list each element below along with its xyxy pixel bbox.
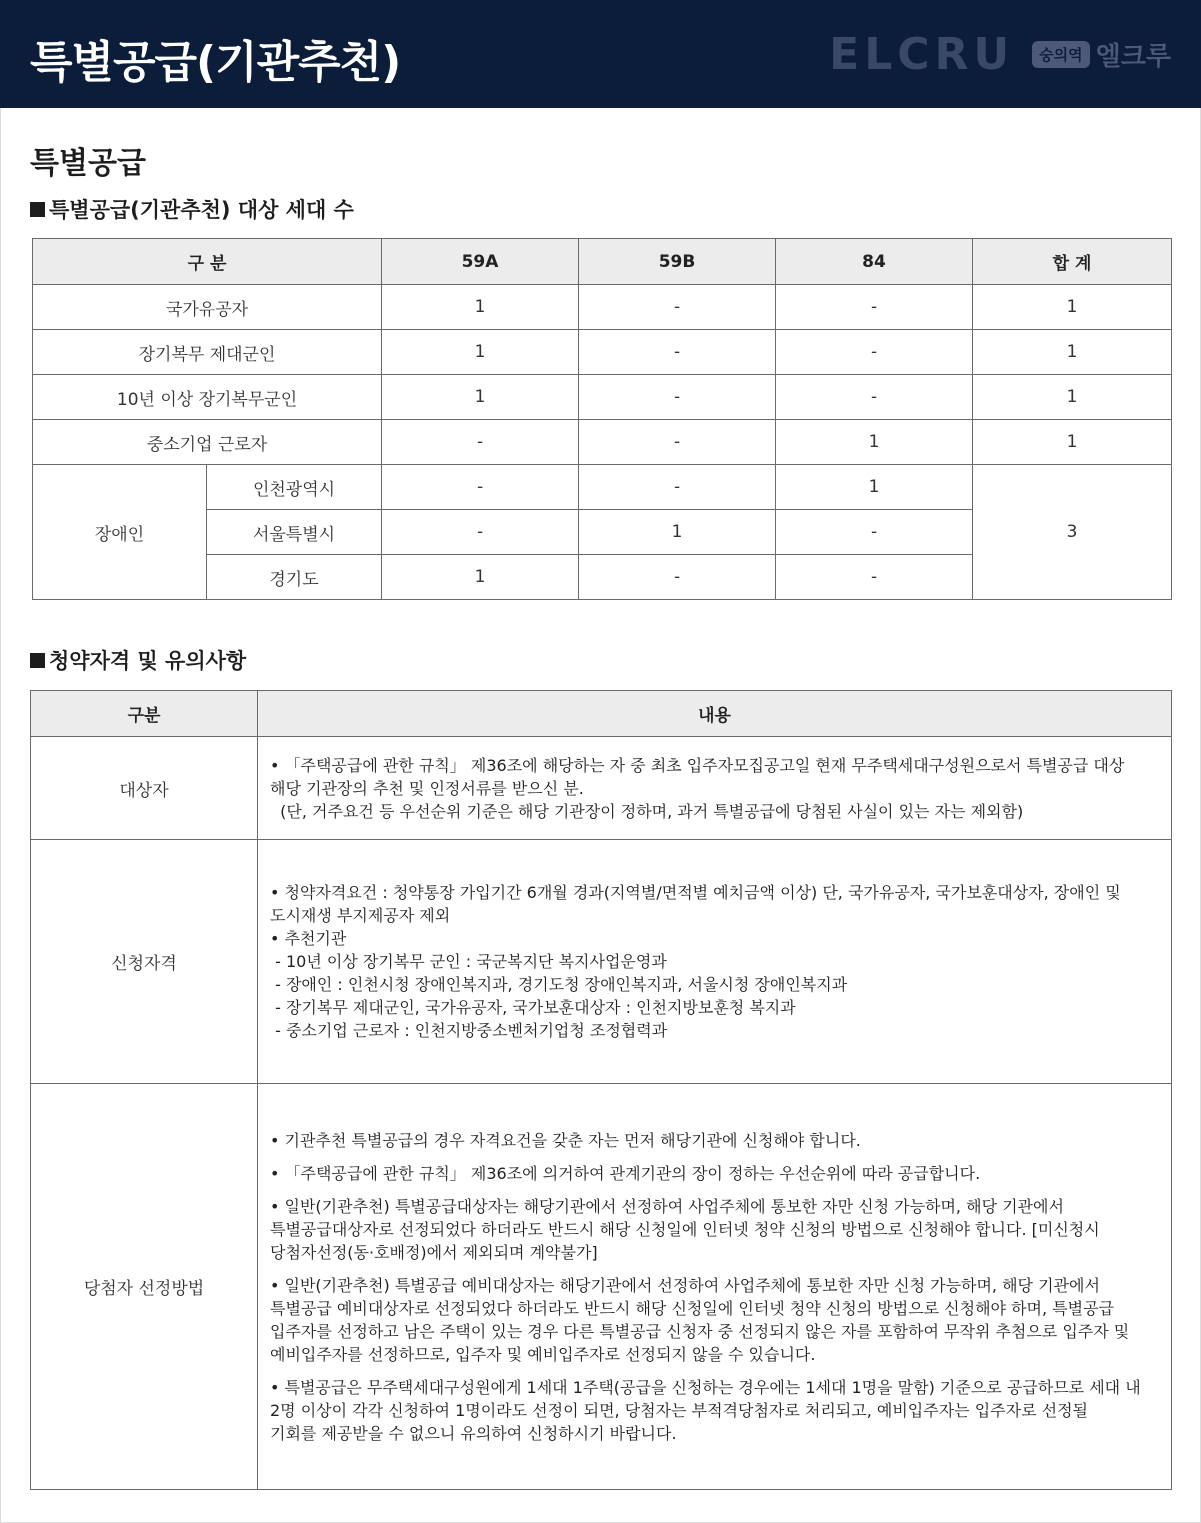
row-category: 신청자격 [31, 840, 258, 1084]
cell-59b: - [579, 375, 776, 420]
cell-59b: - [579, 330, 776, 375]
cell-84: - [776, 555, 973, 600]
table-row [33, 375, 1172, 420]
qualification-heading [30, 645, 246, 675]
table-row [31, 1084, 1172, 1490]
content-line: • 추천기관 [270, 929, 347, 948]
qualification-table [30, 690, 1172, 1490]
cell-59a: - [382, 510, 579, 555]
cell-59b: - [579, 465, 776, 510]
cell-total: 1 [973, 420, 1172, 465]
header-59b: 59B [579, 239, 776, 285]
cell-84: - [776, 330, 973, 375]
brand-badge: 숭의역 [1032, 41, 1089, 68]
qualification-heading-text: 청약자격 및 유의사항 [49, 649, 247, 673]
cell-59b: - [579, 555, 776, 600]
content-line: (단, 거주요건 등 우선순위 기준은 해당 기관장이 정하며, 과거 특별공급에 당첨된 사실이 있는 자는 제외함) [270, 801, 1024, 821]
header-content: 내용 [258, 691, 1172, 737]
row-content [258, 1084, 1172, 1490]
square-bullet-icon [30, 202, 45, 217]
cell-59b: 1 [579, 510, 776, 555]
brand-logo-group [829, 30, 1171, 78]
cell-84: - [776, 510, 973, 555]
table-row [33, 285, 1172, 330]
content-paragraph: • 기관추천 특별공급의 경우 자격요건을 갖춘 자는 먼저 해당기관에 신청해야 합니다. [270, 1130, 861, 1150]
households-heading-text: 특별공급(기관추천) 대상 세대 수 [49, 198, 354, 222]
content-line: - 10년 이상 장기복무 군인 : 국군복지단 복지사업운영과 [270, 952, 667, 971]
cell-84: - [776, 375, 973, 420]
row-content [258, 840, 1172, 1084]
content-paragraph: • 일반(기관추천) 특별공급 예비대상자는 해당기관에서 선정하여 사업주체에 통보한 자만 신청 가능하며, 해당 기관에서 특별공급 예비대상자로 선정되었다 하더라도 반드시 해당 신청일에 인터넷 청약 신청의 방법으로 신청해야 하며, 특별공급 입주자를 선정하고 남은 주택이 있는 경우 다른 특별공급 신청자 중 선정되지 않은 자를 포함하여 무작위 추첨으로 입주자 및 예비입주자를 선정하므로, 입주자 및 예비입주자로 선정되지 않을 수 있습니다. [270, 1275, 1130, 1364]
content-line: • 청약자격요건 : 청약통장 가입기간 6개월 경과(지역별/면적별 예치금액 이상) 단, 국가유공자, 국가보훈대상자, 장애인 및 [270, 883, 1121, 902]
row-label: 장기복무 제대군인 [33, 330, 382, 375]
cell-84: 1 [776, 420, 973, 465]
header-59a: 59A [382, 239, 579, 285]
cell-59a: 1 [382, 555, 579, 600]
table-row [33, 465, 1172, 510]
content-paragraph: • 「주택공급에 관한 규칙」 제36조에 의거하여 관계기관의 장이 정하는 우선순위에 따라 공급합니다. [270, 1163, 981, 1183]
cell-59b: - [579, 420, 776, 465]
brand-name: 엘크루 [1095, 41, 1171, 72]
section-title: 특별공급 [30, 146, 146, 181]
disabled-total: 3 [973, 465, 1172, 600]
header-84: 84 [776, 239, 973, 285]
cell-total: 1 [973, 285, 1172, 330]
content-paragraph: • 특별공급은 무주택세대구성원에게 1세대 1주택(공급을 신청하는 경우에는 1세대 1명을 말함) 기준으로 공급하므로 세대 내 2명 이상이 각각 신청하여 1명이라도 선정이 되면, 당첨자는 부적격당첨자로 처리되고, 예비입주자는 입주자로 선정될 기회를 제공받을 수 없으니 유의하여 신청하시기 바랍니다. [270, 1377, 1141, 1443]
cell-59a: - [382, 465, 579, 510]
cell-total: 1 [973, 375, 1172, 420]
row-label: 중소기업 근로자 [33, 420, 382, 465]
region-label: 서울특별시 [207, 510, 382, 555]
header-category: 구 분 [33, 239, 382, 285]
region-label: 경기도 [207, 555, 382, 600]
cell-total: 1 [973, 330, 1172, 375]
households-table [32, 238, 1172, 600]
cell-84: - [776, 285, 973, 330]
content-paragraph: • 일반(기관추천) 특별공급대상자는 해당기관에서 선정하여 사업주체에 통보한 자만 신청 가능하며, 해당 기관에서 특별공급대상자로 선정되었다 하더라도 반드시 해당 신청일에 인터넷 청약 신청의 방법으로 신청해야 합니다. [미신청시 당첨자선정(동·호배정)에서 제외되며 계약불가] [270, 1196, 1100, 1262]
cell-59b: - [579, 285, 776, 330]
cell-59a: 1 [382, 330, 579, 375]
content-line: • 「주택공급에 관한 규칙」 제36조에 해당하는 자 중 최초 입주자모집공고일 현재 무주택세대구성원으로서 특별공급 대상 [270, 755, 1125, 775]
row-label: 국가유공자 [33, 285, 382, 330]
brand-logo: ELCRU [829, 28, 1015, 80]
header-banner [0, 0, 1201, 108]
header-category: 구분 [31, 691, 258, 737]
households-heading [30, 194, 354, 224]
row-label: 10년 이상 장기복무군인 [33, 375, 382, 420]
disabled-label: 장애인 [33, 465, 207, 600]
row-category: 대상자 [31, 737, 258, 840]
row-content [258, 737, 1172, 840]
region-label: 인천광역시 [207, 465, 382, 510]
square-bullet-icon [30, 653, 45, 668]
table-row [31, 737, 1172, 840]
cell-59a: 1 [382, 285, 579, 330]
page-title: 특별공급(기관추천) [30, 37, 401, 88]
row-category: 당첨자 선정방법 [31, 1084, 258, 1490]
table-row [33, 330, 1172, 375]
cell-84: 1 [776, 465, 973, 510]
table-row [33, 420, 1172, 465]
table-header-row [33, 239, 1172, 285]
header-total: 합 계 [973, 239, 1172, 285]
content-line: - 장애인 : 인천시청 장애인복지과, 경기도청 장애인복지과, 서울시청 장애인복지과 [270, 975, 848, 994]
content-line: - 장기복무 제대군인, 국가유공자, 국가보훈대상자 : 인천지방보훈청 복지과 [270, 998, 796, 1017]
cell-59a: 1 [382, 375, 579, 420]
content-line: - 중소기업 근로자 : 인천지방중소벤처기업청 조정협력과 [270, 1021, 668, 1040]
cell-59a: - [382, 420, 579, 465]
table-row [31, 840, 1172, 1084]
table-header-row [31, 691, 1172, 737]
content-line: 도시재생 부지제공자 제외 [270, 906, 451, 925]
content-line: 해당 기관장의 추천 및 인정서류를 받으신 분. [270, 778, 584, 798]
